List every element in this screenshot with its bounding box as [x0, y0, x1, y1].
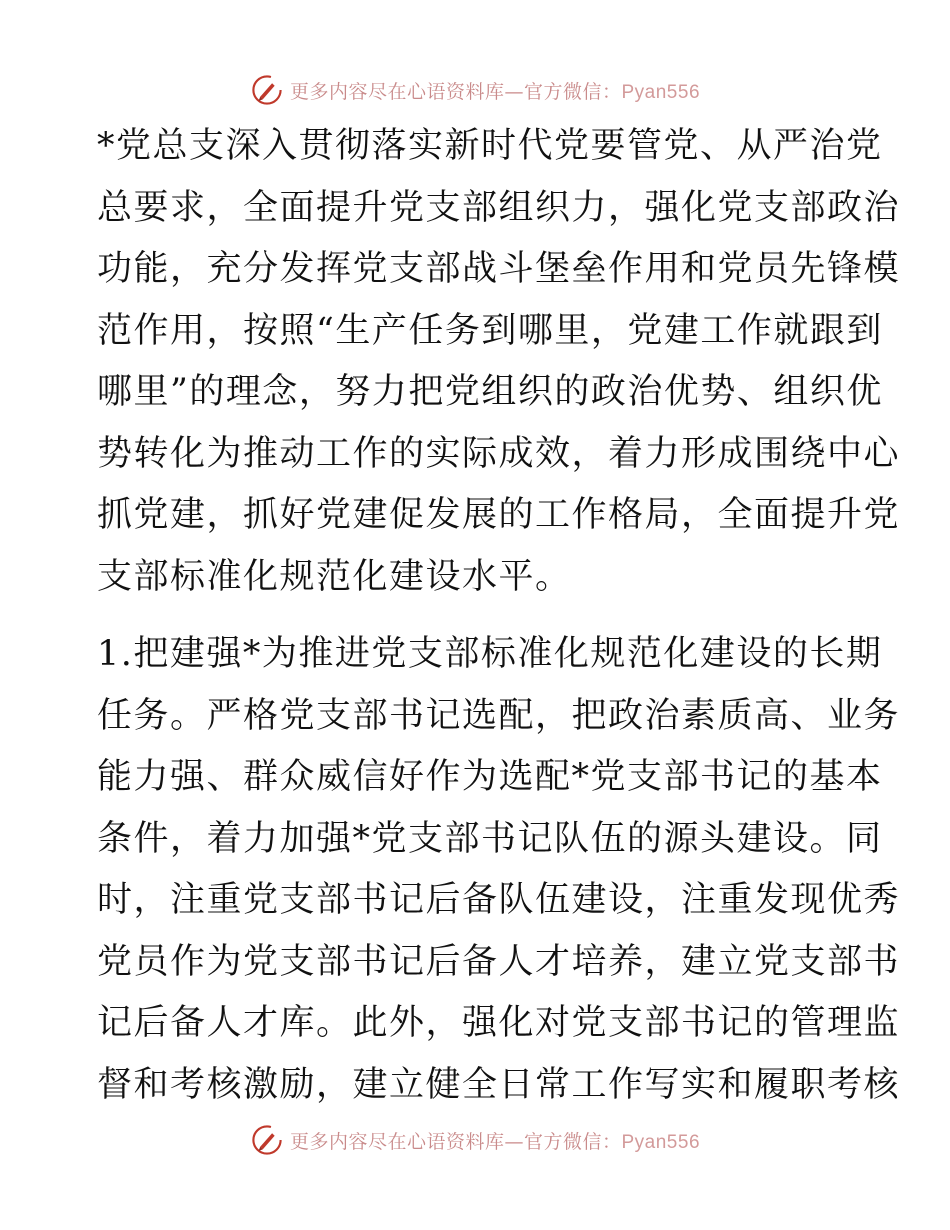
- text-line: 1.把建强*为推进党支部标准化规范化建设的长期: [97, 634, 883, 674]
- text-line: 范作用，按照“生产任务到哪里，党建工作就跟到: [97, 310, 883, 351]
- text-line: 能力强、群众威信好作为选配*党支部书记的基本: [97, 757, 883, 797]
- document-body: [97, 116, 901, 1116]
- watermark-text: 更多内容尽在心语资料库—官方微信：: [289, 80, 622, 103]
- text-line: 时，注重党支部书记后备队伍建设，注重发现优秀: [97, 880, 901, 920]
- paragraph-item-1: [97, 624, 901, 1116]
- text-line: 督和考核激励，建立健全日常工作写实和履职考核: [97, 1064, 901, 1105]
- text-line: 总要求，全面提升党支部组织力，强化党支部政治: [97, 187, 901, 228]
- watermark-wechat-id: Pyan556: [621, 81, 701, 103]
- text-line: 党员作为党支部书记后备人才培养，建立党支部书: [97, 941, 901, 982]
- text-line: 支部标准化规范化建设水平。: [97, 556, 572, 597]
- pen-nib-logo-icon: [250, 73, 284, 107]
- text-line: 抓党建，抓好党建促发展的工作格局，全面提升党: [97, 495, 901, 535]
- text-line: *党总支深入贯彻落实新时代党要管党、从严治党: [97, 126, 883, 166]
- watermark-wechat-id: Pyan556: [621, 1131, 701, 1153]
- text-line: 任务。严格党支部书记选配，把政治素质高、业务: [97, 695, 901, 736]
- text-line: 条件，着力加强*党支部书记队伍的源头建设。同: [97, 818, 883, 859]
- text-line: 势转化为推动工作的实际成效，着力形成围绕中心: [97, 433, 901, 474]
- footer-watermark: [0, 1120, 950, 1160]
- header-watermark: [0, 70, 950, 110]
- text-line: 记后备人才库。此外，强化对党支部书记的管理监: [97, 1003, 901, 1043]
- text-line: 哪里”的理念，努力把党组织的政治优势、组织优: [97, 372, 883, 412]
- pen-nib-logo-icon: [250, 1123, 284, 1157]
- paragraph-intro: [97, 116, 901, 608]
- text-line: 功能，充分发挥党支部战斗堡垒作用和党员先锋模: [97, 249, 901, 289]
- watermark-text: 更多内容尽在心语资料库—官方微信：: [289, 1130, 622, 1153]
